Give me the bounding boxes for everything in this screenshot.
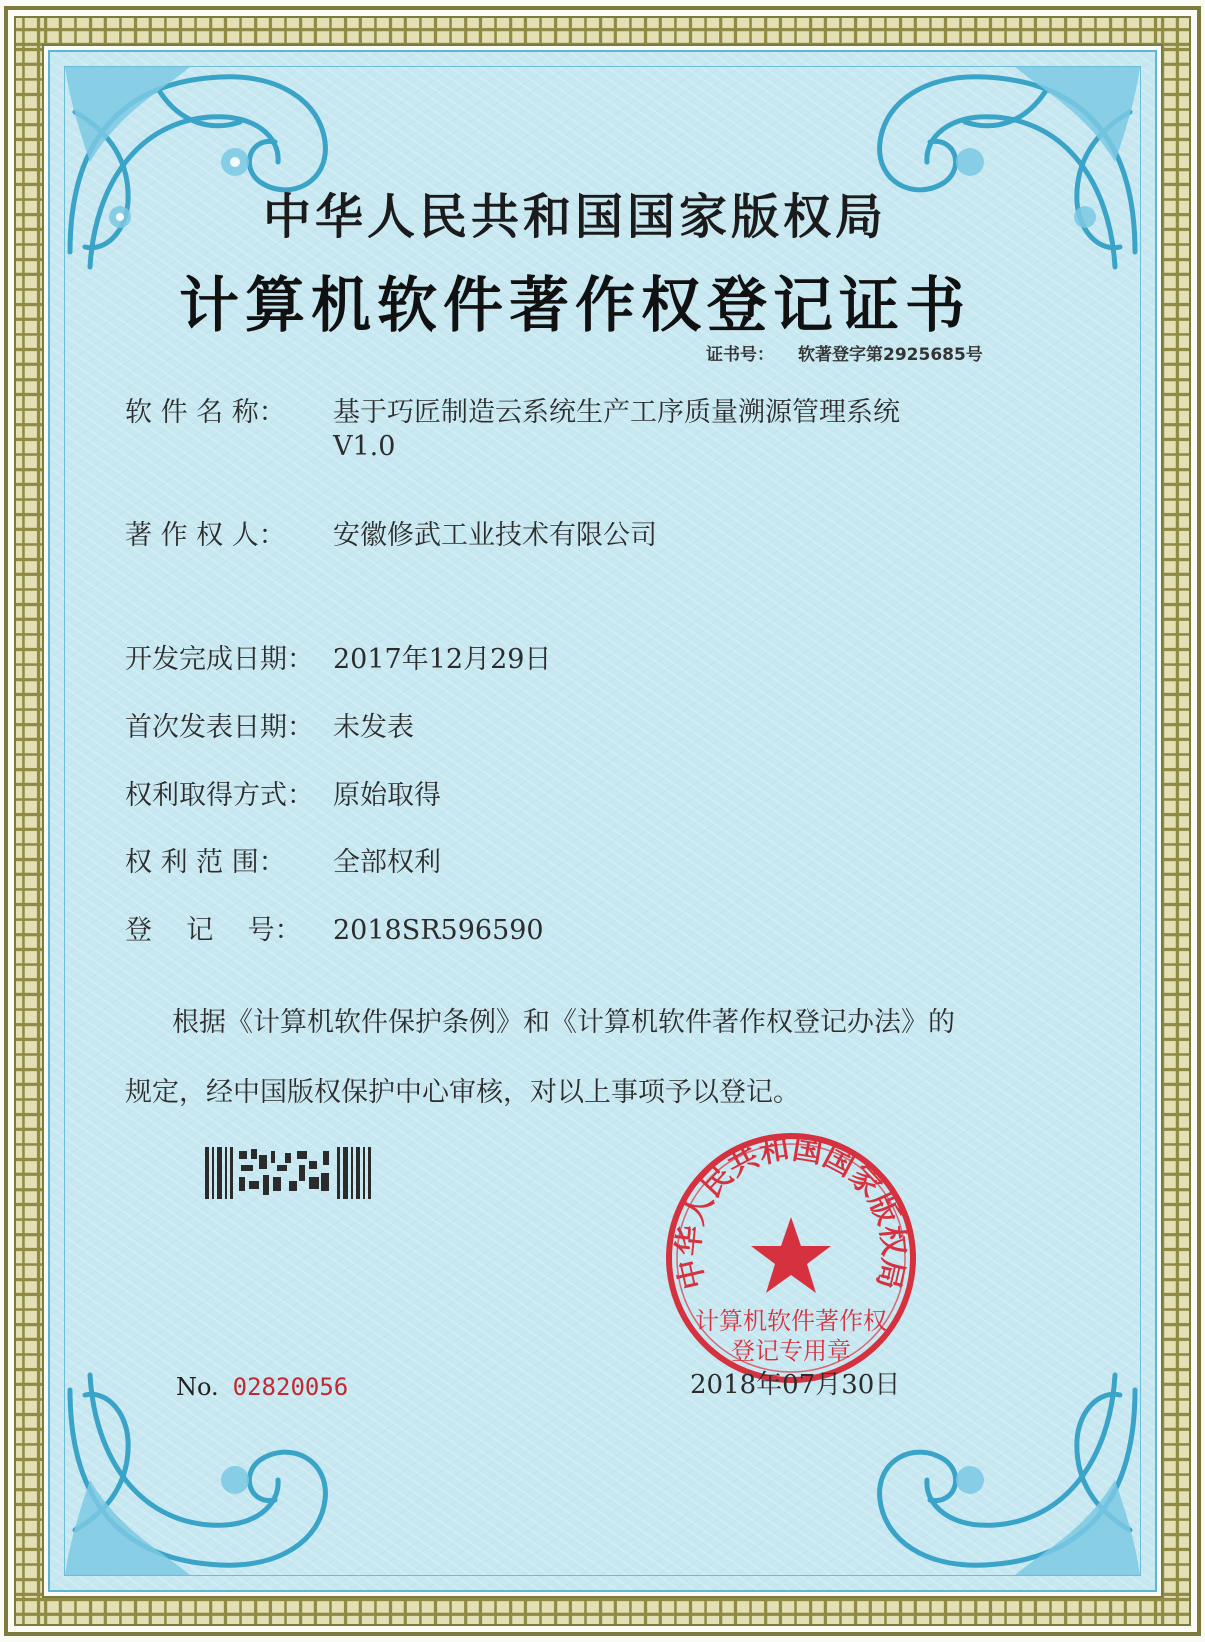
field-value: 全部权利	[333, 847, 441, 878]
serial-number	[176, 1373, 348, 1401]
seal-text-line1: 计算机软件著作权	[695, 1307, 887, 1335]
field-value: 原始取得	[333, 780, 441, 811]
field-copyright-owner	[125, 519, 657, 553]
field-development-date	[125, 643, 552, 677]
official-seal-icon	[664, 1131, 918, 1385]
field-software-name	[125, 396, 900, 462]
seal-text-line2: 登记专用章	[731, 1337, 851, 1365]
certificate-number-label: 证书号：	[706, 345, 774, 365]
certificate-number-value: 软著登字第2925685号	[798, 345, 983, 365]
field-rights-scope	[125, 846, 441, 880]
field-label: 软 件 名 称：	[125, 397, 286, 428]
issue-date: 2018年07月30日	[690, 1370, 901, 1400]
seal-ring-text: 中华人民共和国国家版权局	[671, 1131, 911, 1293]
corner-ornament-icon	[855, 52, 1155, 292]
field-first-publication-date	[125, 711, 414, 745]
certificate-number	[706, 340, 983, 365]
certificate-title: 计算机软件著作权登记证书	[179, 271, 971, 341]
field-acquisition-method	[125, 779, 441, 813]
statement-line-1: 根据《计算机软件保护条例》和《计算机软件著作权登记办法》的	[172, 1007, 955, 1038]
seal-star-icon	[751, 1217, 831, 1293]
statement-line-2: 规定，经中国版权保护中心审核，对以上事项予以登记。	[125, 1077, 800, 1108]
field-value: 2017年12月29日	[333, 644, 552, 675]
field-label: 著 作 权 人：	[125, 520, 286, 551]
serial-number-value: 02820056	[232, 1373, 349, 1401]
field-value: 基于巧匠制造云系统生产工序质量溯源管理系统	[333, 397, 900, 428]
field-value-version: V1.0	[333, 431, 396, 462]
issuing-authority-title: 中华人民共和国国家版权局	[262, 189, 887, 245]
field-label: 权 利 范 围：	[125, 847, 286, 878]
barcode-icon	[205, 1147, 371, 1199]
corner-ornament-icon	[50, 52, 350, 292]
field-value: 未发表	[333, 712, 414, 743]
field-label: 开发完成日期：	[125, 644, 314, 675]
field-label: 权利取得方式：	[125, 780, 314, 811]
field-value: 安徽修武工业技术有限公司	[333, 520, 657, 551]
field-label: 首次发表日期：	[125, 712, 314, 743]
serial-number-label: No.	[176, 1373, 219, 1401]
field-value: 2018SR596590	[333, 915, 544, 946]
field-label: 登 记 号：	[125, 915, 302, 946]
field-registration-number	[125, 914, 544, 948]
